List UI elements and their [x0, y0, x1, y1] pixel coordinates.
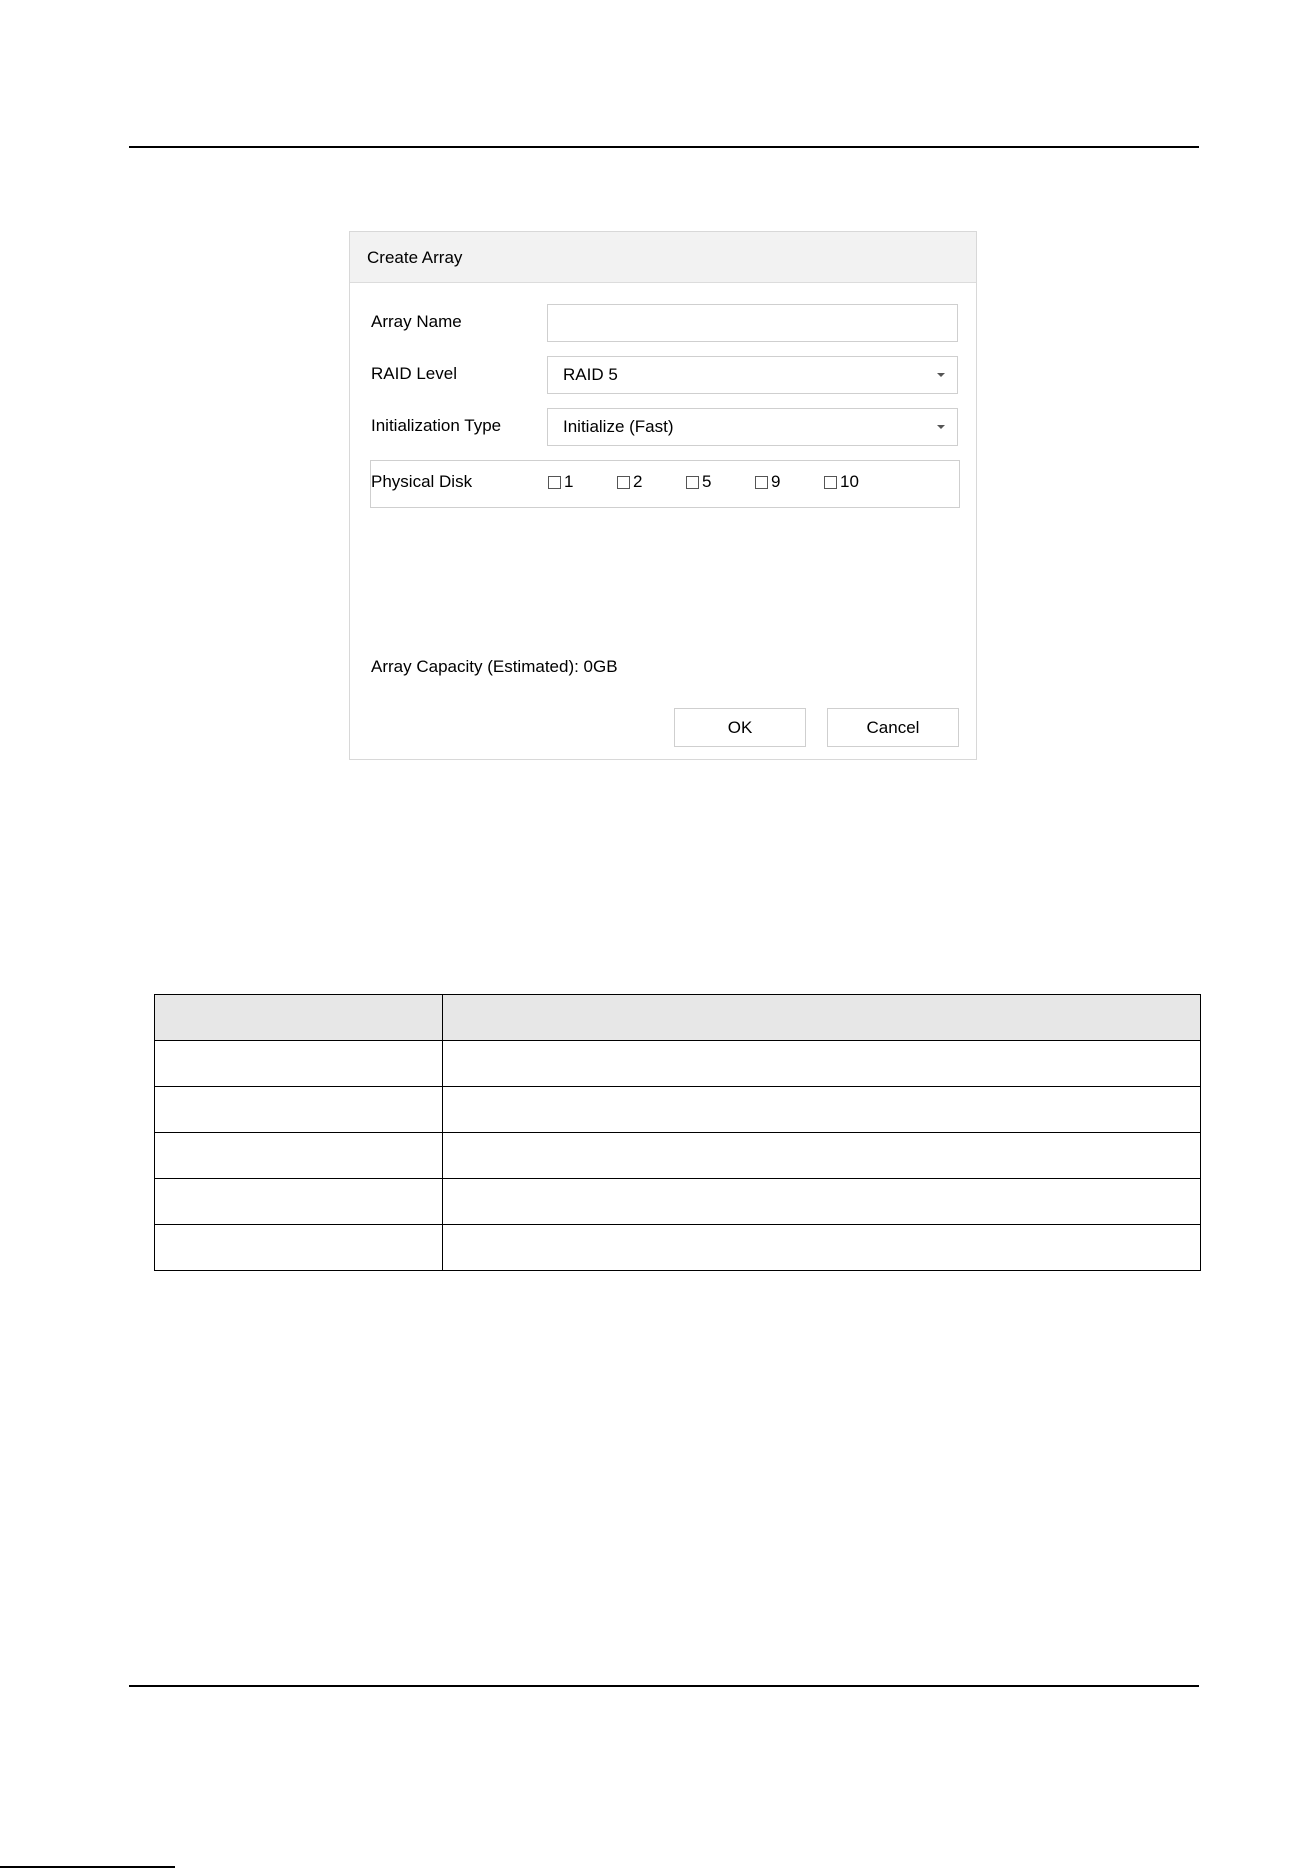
array-capacity-text: Array Capacity (Estimated): 0GB [371, 657, 618, 676]
footer-rule [129, 1685, 1199, 1687]
table-cell [155, 1225, 443, 1271]
cancel-button[interactable]: Cancel [827, 708, 959, 747]
checkbox-icon[interactable] [755, 476, 768, 489]
init-type-select[interactable] [547, 408, 958, 446]
disk-option-label: 2 [633, 472, 643, 491]
table-row [155, 1179, 1201, 1225]
array-name-label: Array Name [371, 312, 462, 331]
checkbox-icon[interactable] [686, 476, 699, 489]
create-array-dialog [349, 231, 977, 760]
table-cell [443, 1133, 1201, 1179]
raid-level-label: RAID Level [371, 364, 457, 383]
disk-option-label: 9 [771, 472, 781, 491]
physical-disk-group [370, 460, 960, 508]
table-header-cell [155, 995, 443, 1041]
table-row [155, 1087, 1201, 1133]
physical-disk-label: Physical Disk [371, 472, 473, 491]
table-header-cell [443, 995, 1201, 1041]
header-rule [129, 146, 1199, 148]
array-name-input[interactable] [547, 304, 958, 342]
table-cell [155, 1179, 443, 1225]
disk-option-5[interactable] [686, 472, 711, 492]
table-row [155, 1041, 1201, 1087]
ok-button[interactable]: OK [674, 708, 806, 747]
checkbox-icon[interactable] [548, 476, 561, 489]
dialog-title: Create Array [350, 232, 976, 283]
checkbox-icon[interactable] [824, 476, 837, 489]
footer-strip [0, 1866, 175, 1868]
disk-option-1[interactable] [548, 472, 573, 492]
disk-option-label: 10 [840, 472, 859, 491]
init-type-label: Initialization Type [371, 416, 502, 435]
table-cell [443, 1225, 1201, 1271]
disk-option-10[interactable] [824, 472, 859, 492]
chevron-down-icon [937, 425, 945, 429]
disk-option-label: 5 [702, 472, 712, 491]
disk-option-label: 1 [564, 472, 574, 491]
raid-level-select[interactable] [547, 356, 958, 394]
table-row [155, 1133, 1201, 1179]
raid-level-value: RAID 5 [563, 365, 618, 384]
table-cell [443, 1041, 1201, 1087]
table-header-row [155, 995, 1201, 1041]
checkbox-icon[interactable] [617, 476, 630, 489]
table-cell [155, 1133, 443, 1179]
table-cell [443, 1179, 1201, 1225]
table-row [155, 1225, 1201, 1271]
table-cell [443, 1087, 1201, 1133]
table-cell [155, 1087, 443, 1133]
parameter-table [154, 994, 1201, 1271]
disk-option-2[interactable] [617, 472, 642, 492]
table-cell [155, 1041, 443, 1087]
disk-option-9[interactable] [755, 472, 780, 492]
chevron-down-icon [937, 373, 945, 377]
init-type-value: Initialize (Fast) [563, 417, 674, 436]
